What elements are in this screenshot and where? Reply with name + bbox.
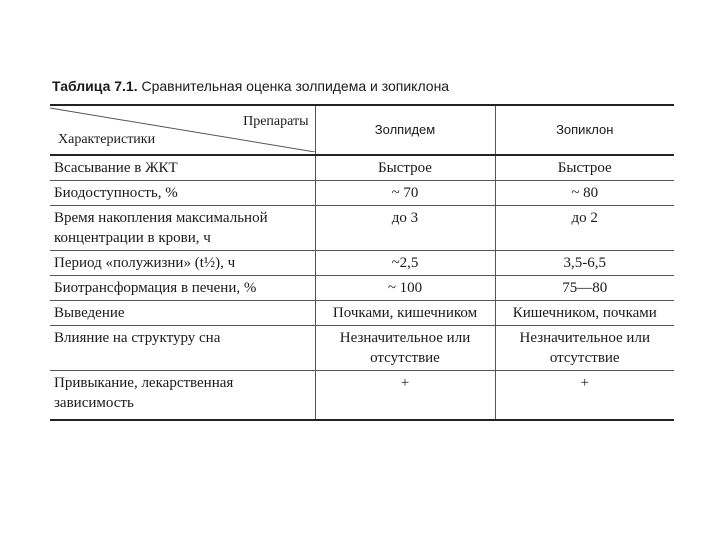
row-drug2: Быстрое [495,155,674,181]
row-drug1: Незначительное или отсутствие [315,326,495,371]
row-drug1: ~ 70 [315,181,495,206]
table-row [50,181,674,206]
caption-text: Сравнительная оценка золпидема и зопиклона [137,78,450,94]
row-drug2: Незначительное или отсутствие [495,326,674,371]
row-name: Выведение [50,301,315,326]
row-drug2: Кишечником, почками [495,301,674,326]
table-row [50,276,674,301]
table-row [50,206,674,251]
header-drug1: Золпидем [315,105,495,155]
table-row [50,251,674,276]
caption-label: Таблица 7.1. [52,78,138,94]
comparison-table [50,104,674,421]
row-name: Время накопления максимальной концентрации в крови, ч [50,206,315,251]
row-name: Влияние на структуру сна [50,326,315,371]
table-caption [52,78,449,94]
row-drug1: + [315,371,495,421]
row-drug1: Быстрое [315,155,495,181]
table-row [50,326,674,371]
row-name: Биотрансформация в печени, % [50,276,315,301]
row-name: Биодоступность, % [50,181,315,206]
table-row [50,301,674,326]
row-drug2: ~ 80 [495,181,674,206]
row-drug2: + [495,371,674,421]
table-row [50,371,674,421]
table-header-row [50,105,674,155]
row-drug2: 75—80 [495,276,674,301]
header-drug2: Зопиклон [495,105,674,155]
row-drug2: до 2 [495,206,674,251]
row-drug1: Почками, кишечником [315,301,495,326]
table-row [50,155,674,181]
row-drug1: до 3 [315,206,495,251]
row-name: Период «полужизни» (t½), ч [50,251,315,276]
row-name: Всасывание в ЖКТ [50,155,315,181]
row-name: Привыкание, лекарственная зависимость [50,371,315,421]
corner-top-label: Препараты [243,114,309,129]
row-drug1: ~2,5 [315,251,495,276]
corner-bottom-label: Характеристики [58,132,156,147]
row-drug1: ~ 100 [315,276,495,301]
header-corner-cell [50,105,315,155]
row-drug2: 3,5-6,5 [495,251,674,276]
